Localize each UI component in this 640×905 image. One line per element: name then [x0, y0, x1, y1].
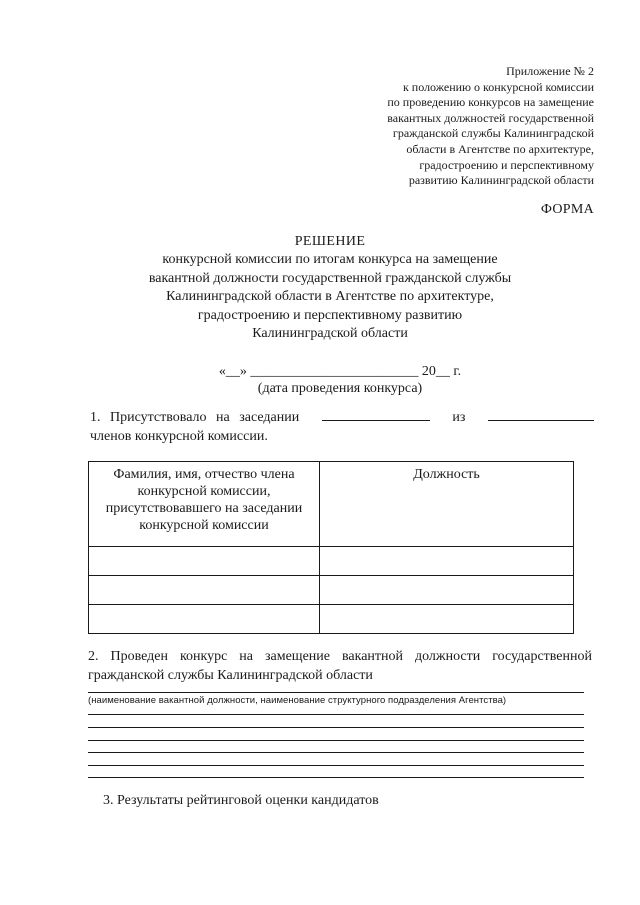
item-1-middle: из	[452, 410, 466, 425]
form-label: ФОРМА	[540, 202, 594, 217]
document-title	[80, 233, 580, 343]
item-1-tail: членов конкурсной комиссии.	[90, 429, 268, 444]
table-cell[interactable]	[89, 547, 320, 576]
appendix-line: вакантных должностей государственной	[387, 110, 594, 125]
table-row	[89, 576, 574, 605]
table-cell[interactable]	[320, 576, 574, 605]
date-line: «__» ________________________ 20__ г.	[218, 364, 462, 379]
table-cell[interactable]	[89, 605, 320, 634]
appendix-line: по проведению конкурсов на замещение	[387, 95, 594, 110]
title-line: вакантной должности государственной гражданской службы	[148, 270, 512, 286]
item-1-lead: 1. Присутствовало на заседании	[90, 410, 300, 425]
table-header-row	[89, 462, 574, 547]
appendix-line: Приложение № 2	[506, 64, 594, 78]
date-caption: (дата проведения конкурса)	[257, 381, 423, 396]
column-header-position: Должность	[320, 462, 574, 547]
position-fill-line[interactable]	[88, 727, 584, 728]
position-fill-line[interactable]	[88, 765, 584, 766]
title-heading: РЕШЕНИЕ	[294, 234, 366, 249]
appendix-line: к положению о конкурсной комиссии	[402, 79, 594, 94]
members-table	[88, 461, 574, 634]
appendix-line: развитию Калининградской области	[408, 173, 594, 188]
title-line: конкурсной комиссии по итогам конкурса на замещение	[162, 252, 498, 268]
appendix-line: области в Агентстве по архитектуре,	[406, 141, 594, 156]
position-fill-line[interactable]	[88, 777, 584, 778]
position-fill-line[interactable]	[88, 714, 584, 715]
table-cell[interactable]	[89, 576, 320, 605]
item-2: 2. Проведен конкурс на замещение вакантной должности государственной гражданской службы Калининградской области	[88, 649, 592, 683]
total-members-field[interactable]	[488, 408, 594, 421]
table-row	[89, 605, 574, 634]
title-line: Калининградской области в Агентстве по архитектуре,	[166, 289, 494, 305]
appendix-block	[314, 64, 594, 189]
title-line: Калининградской области	[252, 326, 408, 342]
item-1	[90, 408, 594, 446]
appendix-line: градостроению и перспективному	[419, 157, 594, 172]
position-fill-line[interactable]	[88, 692, 584, 693]
title-line: градостроению и перспективному развитию	[197, 307, 463, 323]
position-fill-line[interactable]	[88, 740, 584, 741]
table-cell[interactable]	[320, 605, 574, 634]
item-2-caption: (наименование вакантной должности, наименование структурного подразделения Агентства)	[88, 695, 507, 706]
column-header-name: Фамилия, имя, отчество члена конкурсной комиссии, присутствовавшего на заседании конкурсной комиссии	[89, 462, 320, 547]
table-cell[interactable]	[320, 547, 574, 576]
appendix-line: гражданской службы Калининградской	[392, 126, 594, 141]
position-fill-line[interactable]	[88, 752, 584, 753]
attendee-count-field[interactable]	[322, 408, 430, 421]
table-row	[89, 547, 574, 576]
item-3: 3. Результаты рейтинговой оценки кандидатов	[103, 793, 379, 808]
